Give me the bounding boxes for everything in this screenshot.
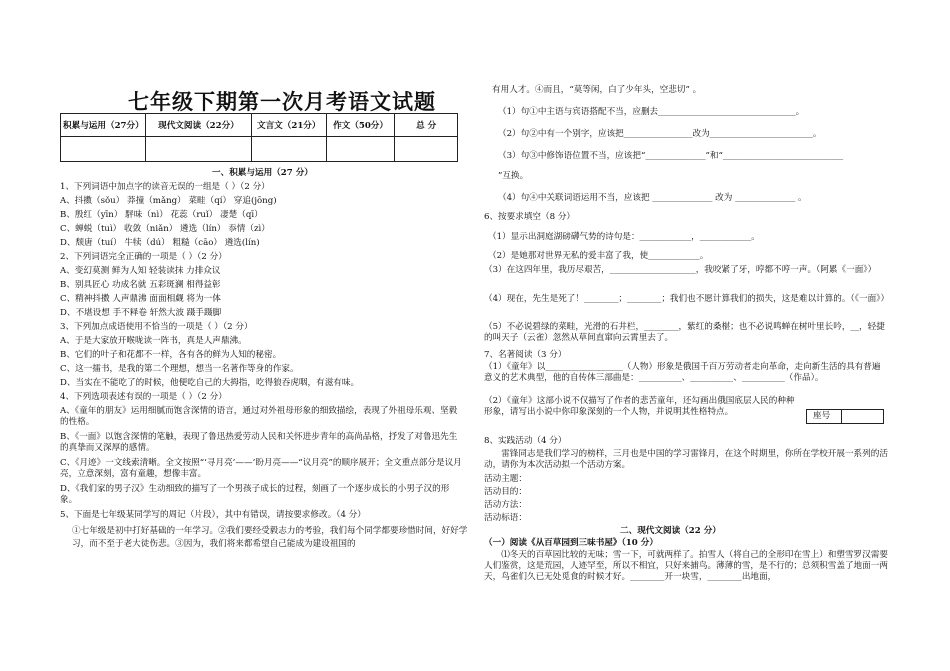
option-b: B、殷红（yīn） 駍味（nì） 花蕊（ruǐ） 凄楚（qī） bbox=[60, 210, 263, 220]
option-c: C、《月迹》一文线索清晰。全文按照“‘寻月亮’——’盼月亮——“议月亮”的顺序展开；全文重点部分是议月亮，立意深刻，富有童趣，想像丰富。 bbox=[60, 458, 462, 479]
question-8: 8、实践活动（4 分） bbox=[484, 436, 567, 446]
score-table bbox=[60, 113, 458, 162]
activity-slogan: 活动标语： bbox=[484, 513, 527, 523]
fill-5: （5）不必说碧绿的菜畦，光滑的石井栏，________，紫红的桑椹；也不必说鸣蝉在树叶里长吟，__，轻捷的叫天子（云雀）忽然从草间直窜向云霄里去了。 bbox=[484, 322, 885, 343]
diary-passage: ①七年级是初中打好基础的一年学习。②我们要经受毅志力的考验，我们每个同学都要珍惜时间，好好学习，而不至于老大徒伤悲。③因为，我们将来都希望自己能成为建设祖国的 bbox=[72, 526, 468, 549]
reading-title: （一）阅读《从百草园到三味书屋》（10 分） bbox=[484, 538, 658, 548]
table-header: 总 分 bbox=[395, 114, 458, 137]
table-header: 作文（50分） bbox=[326, 114, 395, 137]
question-6: 6、按要求填空（8 分） bbox=[484, 212, 576, 222]
option-d: D、《我们家的男子汉》生动细致的描写了一个男孩子成长的过程，刻画了一个逐步成长的小男子汉的形象。 bbox=[60, 484, 450, 505]
page-title: 七年级下期第一次月考语文试题 bbox=[128, 90, 436, 114]
table-row bbox=[61, 114, 458, 137]
passage-continued: 有用人才。④而且，“莫等闲，白了少年头，空悲切” 。 bbox=[492, 85, 702, 95]
seat-number-box[interactable] bbox=[806, 409, 884, 424]
revise-3-end: ”互换。 bbox=[498, 171, 529, 181]
option-d: D、不堪设想 手不释卷 轩然大波 蹑手蹑脚 bbox=[60, 308, 222, 318]
option-c: C、这一擂书，是我的第二个理想，想当一名著作等身的作家。 bbox=[60, 364, 299, 374]
revise-1: （1）句①中主语与宾语搭配不当，应删去________________________________。 bbox=[498, 107, 805, 117]
fill-1: （1）显示出洞庭湖磅礴气势的诗句是：____________，____________。 bbox=[488, 232, 760, 242]
table-header: 文言文（21分） bbox=[251, 114, 326, 137]
section-heading: 一、积累与运用（27 分） bbox=[212, 168, 313, 178]
option-d: D、当实在不能吃了的时候，他便吃自己的大拇指，吃得狼吞虎咽，有滋有味。 bbox=[60, 378, 360, 388]
activity-method: 活动方法： bbox=[484, 500, 527, 510]
revise-4: （4）句④中关联词语运用不当，应该把 ______________ 改为 ______________ 。 bbox=[498, 193, 807, 203]
question-5: 5、下面是七年级某同学写的周记（片段），其中有错误，请按要求修改。（4 分） bbox=[60, 510, 366, 520]
option-a: A、抖擞（sǒu） 莽撞（mǎng） 菜畦（qí） 穿追(jōng) bbox=[60, 196, 277, 206]
option-a: A、《童年的朋友》运用细腻而饱含深情的语言，通过对外祖母形象的细致描绘，表现了外祖母乐观、坚毅的性格。 bbox=[60, 406, 458, 427]
option-b: B、别具匠心 功成名就 五彩斑澜 相得益彰 bbox=[60, 280, 221, 290]
question-7: 7、名著阅读（3 分） bbox=[484, 350, 567, 360]
option-b: B、《一面》以饱含深情的笔触，表现了鲁迅热爱劳动人民和关怀进步青年的高尚品格，抒发了对鲁迅先生的真挚而又深厚的感情。 bbox=[60, 432, 458, 453]
score-cell[interactable] bbox=[326, 137, 395, 162]
classic-1: （1）《童年》以__________________（人物）形象是俄国千百万劳动者走向革命，走向新生活的具有普遍意义的艺术典型，他的自传体三部曲是：__________、__________、__________（作品）。 bbox=[484, 362, 881, 383]
question-3: 3、下列加点成语使用不恰当的一项是（ ）（2 分） bbox=[60, 322, 253, 332]
score-cell[interactable] bbox=[146, 137, 252, 162]
score-cell[interactable] bbox=[395, 137, 458, 162]
table-row bbox=[61, 137, 458, 162]
activity-theme: 活动主题： bbox=[484, 474, 527, 484]
score-cell[interactable] bbox=[251, 137, 326, 162]
table-header: 现代文阅读（22分） bbox=[146, 114, 252, 137]
activity-purpose: 活动目的： bbox=[484, 487, 527, 497]
seat-label: 座号 bbox=[813, 411, 831, 421]
section-heading: 二、现代文阅读（22 分） bbox=[620, 526, 721, 536]
option-a: A、变幻莫测 鲜为人知 轻装读抹 力排众议 bbox=[60, 266, 221, 276]
option-d: D、颓唐（tuí） 牛犊（dú） 粗糙（cāo） 遴选(lín) bbox=[60, 238, 260, 248]
fill-3: （3）在这四年里，我历尽艰苦，____________________，我咬紧了牙，哼都不哼一声。（阿累《一面》） bbox=[484, 265, 877, 275]
question-4: 4、下列选项表述有误的一项是（ ）（2 分） bbox=[60, 392, 227, 402]
reading-passage: ⑴冬天的百草园比较的无味；雪一下，可就两样了。拍雪人（将自己的全形印在雪上）和塑雪罗汉需要人们鉴赏，这是荒园，人迹罕至，所以不相宜，只好来捕鸟。薄薄的雪，是不行的；总须积雪盖了地面一两天，鸟雀们久已无处觅食的时候才好。________开一块雪，________出地面， bbox=[484, 550, 888, 582]
score-cell[interactable] bbox=[61, 137, 146, 162]
revise-2: （2）句②中有一个别字，应该把________________改为________________________。 bbox=[498, 129, 822, 139]
classic-2: （2）《童年》这部小说不仅描写了作者的悲苦童年，还勾画出俄国底层人民的种种形象，请写出小说中你印象深刻的一个人物，并说明其性格特点。 bbox=[484, 396, 795, 417]
option-c: C、精神抖擞 人声鼎沸 面面相觑 将为一体 bbox=[60, 294, 221, 304]
fill-4: （4）现在，先生是死了！________；________；我们也不愿计算我们的损失，这是难以计算的。（《一面》） bbox=[484, 294, 890, 304]
option-c: C、蝉蜕（tuì） 收敛（niǎn） 遴选（lín） 忝情（zì） bbox=[60, 224, 270, 234]
question-1: 1、下列词语中加点字的读音无误的一组是（ ）（2 分） bbox=[60, 182, 270, 192]
activity-prompt: 雷锋同志是我们学习的榜样，三月也是中国的学习雷锋月，在这个时期里，你所在学校开展一系列的活动，请你为本次活动拟一个活动方案。 bbox=[484, 449, 888, 470]
revise-3: （3）句③中修饰语位置不当，应该把“______________”和“____________________________ bbox=[498, 151, 844, 161]
table-header: 积累与运用（27分） bbox=[61, 114, 146, 137]
option-b: B、它们的叶子和花都不一样，各有各的鲜为人知的秘密。 bbox=[60, 350, 282, 360]
fill-2: （2）是她那对世界无私的爱丰富了我，使____________。 bbox=[488, 251, 709, 261]
question-2: 2、下列词语完全正确的一项是（ ）（2 分） bbox=[60, 252, 227, 262]
option-a: A、于是大家放开喉咙读一阵书，真是人声鼎沸。 bbox=[60, 336, 247, 346]
